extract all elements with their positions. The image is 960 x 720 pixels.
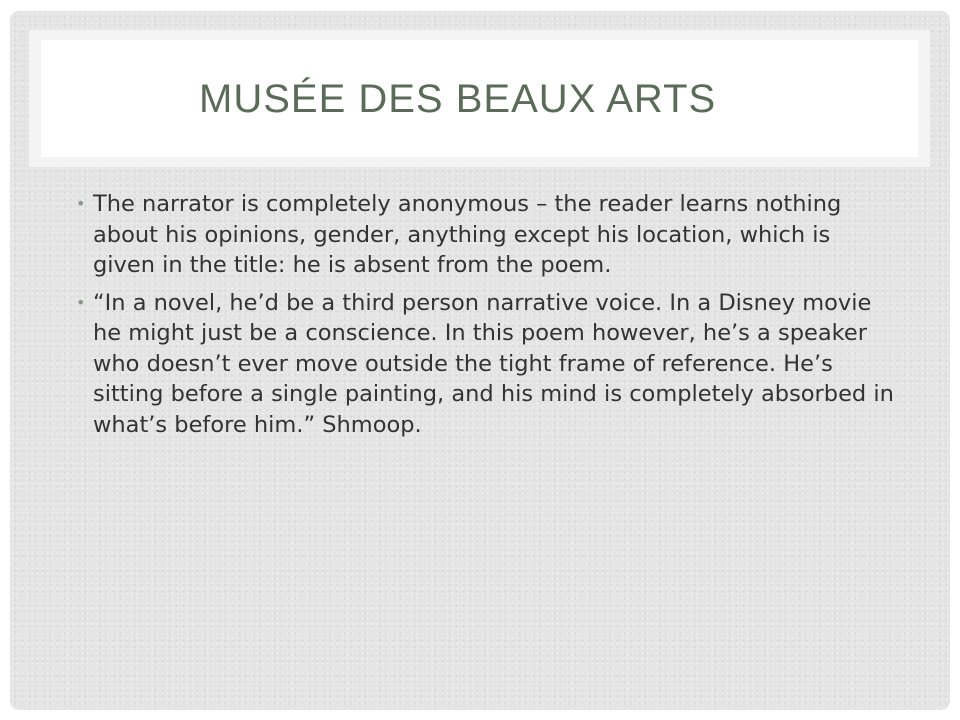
bullet-item — [76, 189, 896, 281]
title-frame — [29, 30, 930, 167]
bullet-item — [76, 288, 896, 441]
slide — [10, 11, 950, 710]
bullet-list — [76, 189, 896, 447]
title-box — [41, 40, 918, 157]
bullet-dot-icon: • — [76, 292, 86, 312]
bullet-text: “In a novel, he’d be a third person narrative voice. In a Disney movie he might just be a conscience. In this poem however, he’s a speaker who doesn’t ever move outside the tight frame of reference. He’s sitting before a single painting, and his mind is completely absorbed in what’s before him.” Shmoop. — [93, 289, 894, 438]
slide-title: MUSÉE DES BEAUX ARTS — [199, 76, 717, 121]
bullet-text: The narrator is completely anonymous – the reader learns nothing about his opinions, gender, anything except his location, which is given in the title: he is absent from the poem. — [93, 191, 842, 278]
bullet-dot-icon: • — [76, 194, 86, 213]
